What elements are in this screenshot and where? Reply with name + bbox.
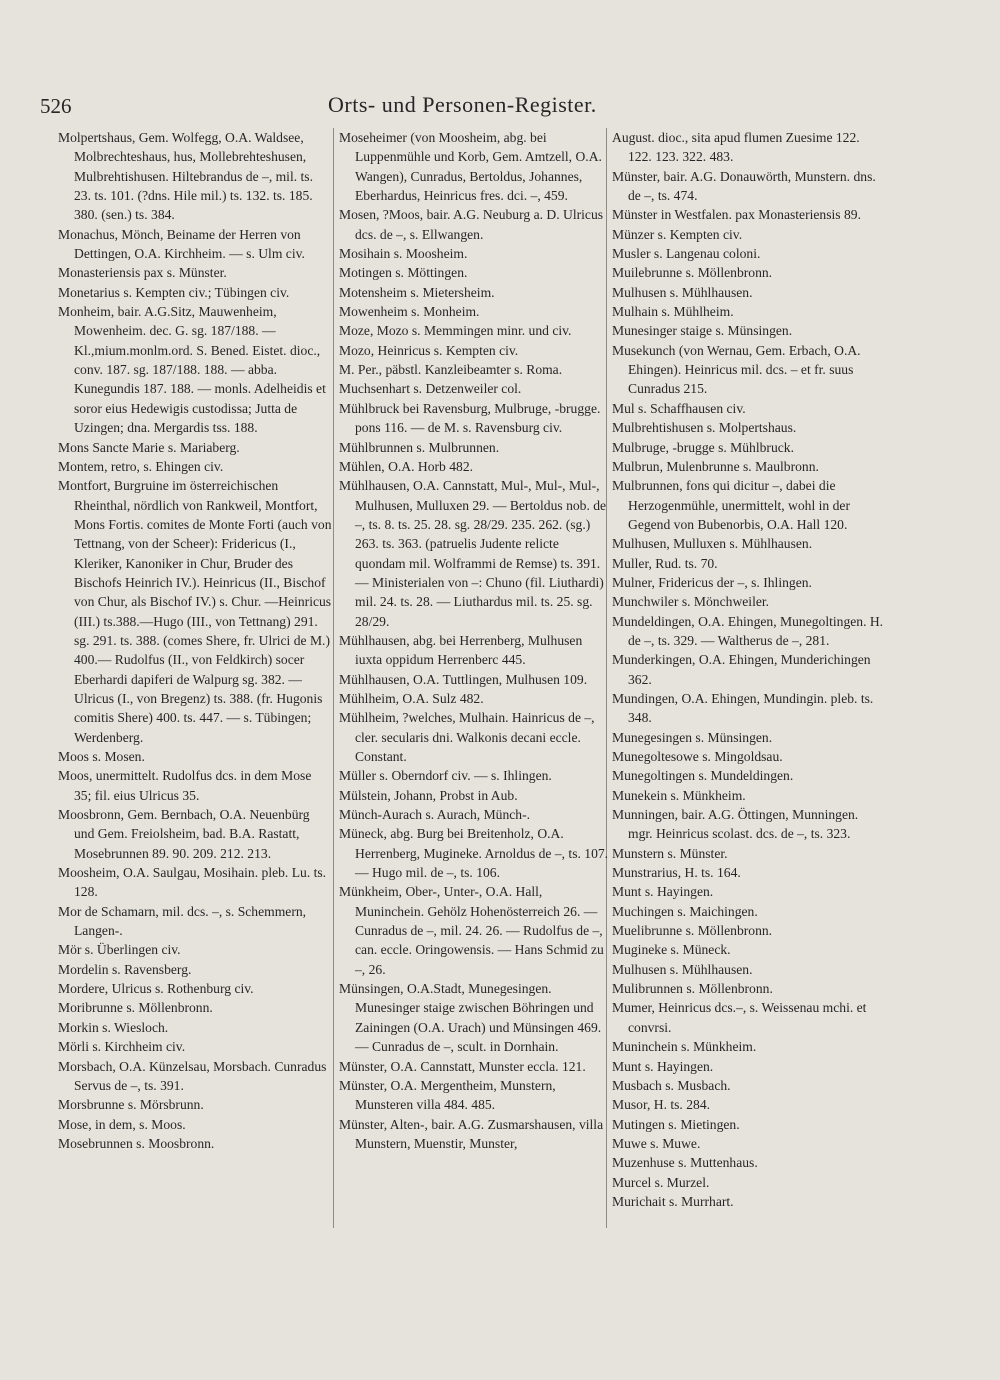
register-entry: Müneck, abg. Burg bei Breitenholz, O.A. Herrenberg, Mugineke. Arnoldus de –, ts. 107. — Hugo mil. de –, ts. 106. <box>339 826 609 881</box>
register-entry: Mühlbruck bei Ravensburg, Mulbruge, -brugge. pons 116. — de M. s. Ravensburg civ. <box>339 400 601 436</box>
register-entry: Morsbrunne s. Mörsbrunn. <box>58 1097 204 1113</box>
register-entry: Munegoltingen s. Mundeldingen. <box>612 768 794 784</box>
register-entry: Mosen, ?Moos, bair. A.G. Neuburg a. D. Ulricus dcs. de –, s. Ellwangen. <box>339 207 604 242</box>
register-entry: Monetarius s. Kempten civ.; Tübingen civ. <box>58 284 290 300</box>
register-entry: Mülstein, Johann, Probst in Aub. <box>339 787 518 803</box>
register-entry: Mulbrunnen, fons qui dicitur –, dabei die Herzogenmühle, unermittelt, wohl in der Gegend von Bubenorbis, O.A. Hall 120. <box>612 478 850 532</box>
register-entry: Mühlhausen, abg. bei Herrenberg, Mulhusen iuxta oppidum Herrenberc 445. <box>339 632 583 668</box>
register-entry: Mulibrunnen s. Möllenbronn. <box>612 981 773 997</box>
register-entry: Münsingen, O.A.Stadt, Munegesingen. Munesinger staige zwischen Böhringen und Zainingen (O.A. Urach) und Münsingen 469. — Cunradus de –, scult. in Dornhain. <box>339 981 602 1055</box>
register-entry: Munt s. Hayingen. <box>612 1058 714 1074</box>
register-entry: Mör s. Überlingen civ. <box>58 942 181 958</box>
register-entry: Montem, retro, s. Ehingen civ. <box>58 458 224 474</box>
register-entry: Mühlhausen, O.A. Cannstatt, Mul-, Mul-, Mul-, Mulhusen, Mulluxen 29. — Bertoldus nob. de –, ts. 8. ts. 25. 28. sg. 28/29. 235. 262. (sg.) 263. ts. 363. (patruelis Judente relicte quondam mil. Wolframmi de Remse) ts. 391. — Ministerialen von –: Chuno (fil. Liuthardi) mil. 24. ts. 28. — Liuthardus mil. ts. 25. sg. 28/29. <box>339 478 607 629</box>
register-entry: Mosihain s. Moosheim. <box>339 246 468 262</box>
register-entry: Munegesingen s. Münsingen. <box>612 729 773 745</box>
register-entry: Münster, bair. A.G. Donauwörth, Munstern. dns. de –, ts. 474. <box>612 168 876 204</box>
register-entry: Mulbrehtishusen s. Molpertshaus. <box>612 420 797 436</box>
register-entry: Moos, unermittelt. Rudolfus dcs. in dem Mose 35; fil. eius Ulricus 35. <box>58 768 312 803</box>
register-entry: Muchsenhart s. Detzenweiler col. <box>339 381 522 397</box>
register-entry: Moosheim, O.A. Saulgau, Mosihain. pleb. Lu. ts. 128. <box>58 865 327 900</box>
register-column-1 <box>58 128 332 1153</box>
register-entry: Moos s. Mosen. <box>58 749 145 764</box>
page-number: 526 <box>40 94 72 118</box>
register-entry: Mulhusen s. Mühlhausen. <box>612 284 753 300</box>
register-entry: Mosebrunnen s. Moosbronn. <box>58 1135 215 1151</box>
register-entry: Musor, H. ts. 284. <box>612 1097 711 1113</box>
register-entry: Motensheim s. Mietersheim. <box>339 284 495 300</box>
register-entry: Muller, Rud. ts. 70. <box>612 555 718 571</box>
register-entry: Mons Sancte Marie s. Mariaberg. <box>58 439 240 455</box>
register-entry: Montfort, Burgruine im österreichischen Rheinthal, nördlich von Rankweil, Montfort, Mons Fortis. comites de Monte Forti (auch von Tettnang, von der Scheer): Fridericus (I., Kleriker, Kanoniker in Chur, Bruder des Bischofs Heinrich IV.). Heinricus (II., Bischof von Chur, als Bischof IV.) s. Chur. —Heinricus (III.) ts.388.—Hugo (III., von Tettnang) 291. sg. 291. ts. 388. (comes Shere, fr. Ulrici de M.) 400.— Rudolfus (II., von Feldkirch) socer Eberhardi dapiferi de Walpurg sg. 382. — Ulricus (I., von Bregenz) ts. 388. (fr. Hugonis comitis Shere) 400. ts. 447. — s. Tübingen; Werdenberg. <box>58 478 332 745</box>
register-entry: Mühlbrunnen s. Mulbrunnen. <box>339 439 500 455</box>
column-divider <box>333 128 334 1228</box>
register-entry: Munstrarius, H. ts. 164. <box>612 865 741 881</box>
register-entry: Mulhusen s. Mühlhausen. <box>612 961 753 977</box>
register-entry: Münzer s. Kempten civ. <box>612 226 743 242</box>
register-entry: Mulbrun, Mulenbrunne s. Maulbronn. <box>612 458 819 474</box>
register-entry: Munstern s. Münster. <box>612 845 728 861</box>
register-entry: Mühlen, O.A. Horb 482. <box>339 458 474 474</box>
register-entry: Moribrunne s. Möllenbronn. <box>58 1000 213 1016</box>
register-entry: August. dioc., sita apud flumen Zuesime 122. 122. 123. 322. 483. <box>612 130 860 165</box>
register-entry: Monasteriensis pax s. Münster. <box>58 265 227 281</box>
register-entry: Mugineke s. Müneck. <box>612 942 731 958</box>
register-entry: Morkin s. Wiesloch. <box>58 1019 169 1035</box>
register-entry: Munchwiler s. Mönchweiler. <box>612 594 770 610</box>
register-entry: Münster in Westfalen. pax Monasteriensis 89. <box>612 207 861 223</box>
register-entry: Muwe s. Muwe. <box>612 1135 701 1151</box>
register-entry: Münkheim, Ober-, Unter-, O.A. Hall, Muninchein. Gehölz Hohenösterreich 26. — Cunradus de –, mil. 24. 26. — Rudolfus de –, can. eccle. Oringowensis. — Hans Schmid zu –, 26. <box>339 884 604 977</box>
register-entry: Monheim, bair. A.G.Sitz, Mauwenheim, Mowenheim. dec. G. sg. 187/188. — Kl.,mium.monlm.ord. S. Bened. Eistet. dioc., conv. 187. sg. 187/188. 188. — abba. Kunegundis 187. 188. — monls. Adelheidis et soror eius Hedewigis custodissa; Jutta de Uzingen; dna. Mergardis tss. 188. <box>58 304 326 436</box>
register-entry: Molpertshaus, Gem. Wolfegg, O.A. Waldsee, Molbrechteshaus, hus, Mollebrehteshusen, Mulbrehtishusen. Hiltebrandus de –, mil. ts. 23. ts. 101. (?dns. Hile mil.) ts. 132. ts. 185. 380. (sen.) ts. 384. <box>58 130 313 223</box>
register-entry: Muninchein s. Münkheim. <box>612 1039 757 1055</box>
register-entry: Munegoltesowe s. Mingoldsau. <box>612 749 783 764</box>
register-entry: Mühlheim, ?welches, Mulhain. Hainricus de –, cler. secularis dni. Walkonis decani eccle. Constant. <box>339 710 595 764</box>
register-entry: Mörli s. Kirchheim civ. <box>58 1039 186 1055</box>
register-entry: Münster, Alten-, bair. A.G. Zusmarshausen, villa Munstern, Muenstir, Munster, <box>339 1116 604 1151</box>
register-entry: Mühlheim, O.A. Sulz 482. <box>339 690 484 706</box>
register-entry: Musekunch (von Wernau, Gem. Erbach, O.A. Ehingen). Heinricus mil. dcs. – et fr. suus Cunradus 215. <box>612 342 861 397</box>
register-entry: Mulhain s. Mühlheim. <box>612 304 734 320</box>
register-entry: Motingen s. Möttingen. <box>339 265 468 281</box>
register-entry: Murichait s. Murrhart. <box>612 1193 734 1209</box>
register-entry: Mulner, Fridericus der –, s. Ihlingen. <box>612 574 812 590</box>
register-column-2 <box>339 128 611 1153</box>
register-entry: Mul s. Schaffhausen civ. <box>612 400 746 416</box>
register-entry: Murcel s. Murzel. <box>612 1174 710 1190</box>
register-entry: Mozo, Heinricus s. Kempten civ. <box>339 342 519 358</box>
register-entry: Münster, O.A. Cannstatt, Munster eccla. 121. <box>339 1058 586 1074</box>
register-entry: Muilebrunne s. Möllenbronn. <box>612 265 773 281</box>
register-entry: Munt s. Hayingen. <box>612 884 714 900</box>
register-entry: Muchingen s. Maichingen. <box>612 903 758 919</box>
register-entry: Muzenhuse s. Muttenhaus. <box>612 1155 758 1171</box>
register-entry: Moosbronn, Gem. Bernbach, O.A. Neuenbürg und Gem. Freiolsheim, bad. B.A. Rastatt, Mosebrunnen 89. 90. 209. 212. 213. <box>58 807 310 861</box>
register-entry: Moseheimer (von Moosheim, abg. bei Luppenmühle und Korb, Gem. Amtzell, O.A. Wangen), Cunradus, Bertoldus, Johannes, Eberhardus, Heinricus fres. dci. –, 459. <box>339 130 602 204</box>
register-entry: Müller s. Oberndorf civ. — s. Ihlingen. <box>339 768 552 784</box>
register-entry: Munderkingen, O.A. Ehingen, Munderichingen 362. <box>612 652 871 687</box>
register-entry: Mulhusen, Mulluxen s. Mühlhausen. <box>612 536 813 552</box>
register-entry: Mundeldingen, O.A. Ehingen, Munegoltingen. H. de –, ts. 329. — Waltherus de –, 281. <box>612 613 884 648</box>
register-entry: Mor de Schamarn, mil. dcs. –, s. Schemmern, Langen-. <box>58 903 307 939</box>
register-entry: Musbach s. Musbach. <box>612 1077 731 1093</box>
register-entry: Munekein s. Münkheim. <box>612 787 746 803</box>
register-entry: Morsbach, O.A. Künzelsau, Morsbach. Cunradus Servus de –, ts. 391. <box>58 1058 327 1093</box>
register-entry: Mordere, Ulricus s. Rothenburg civ. <box>58 981 254 997</box>
register-entry: Mutingen s. Mietingen. <box>612 1116 740 1132</box>
register-entry: Moze, Mozo s. Memmingen minr. und civ. <box>339 323 572 339</box>
register-entry: Muelibrunne s. Möllenbronn. <box>612 923 773 939</box>
register-entry: Mühlhausen, O.A. Tuttlingen, Mulhusen 109. <box>339 671 588 687</box>
register-entry: Mulbruge, -brugge s. Mühlbruck. <box>612 439 794 455</box>
register-entry: Mundingen, O.A. Ehingen, Mundingin. pleb. ts. 348. <box>612 690 874 726</box>
register-entry: Mordelin s. Ravensberg. <box>58 961 192 977</box>
register-entry: Mowenheim s. Monheim. <box>339 304 480 320</box>
register-entry: Munesinger staige s. Münsingen. <box>612 323 793 339</box>
register-entry: Münch-Aurach s. Aurach, Münch-. <box>339 807 531 823</box>
register-entry: M. Per., päbstl. Kanzleibeamter s. Roma. <box>339 362 563 378</box>
register-entry: Münster, O.A. Mergentheim, Munstern, Munsteren villa 484. 485. <box>339 1077 556 1113</box>
register-column-3 <box>612 128 884 1211</box>
register-entry: Mumer, Heinricus dcs.–, s. Weissenau mchi. et convrsi. <box>612 1000 867 1035</box>
register-entry: Munningen, bair. A.G. Öttingen, Munningen. mgr. Heinricus scolast. dcs. de –, ts. 323. <box>612 807 859 842</box>
register-entry: Musler s. Langenau coloni. <box>612 246 761 262</box>
page-title: Orts- und Personen-Register. <box>328 92 597 117</box>
register-entry: Mose, in dem, s. Moos. <box>58 1116 186 1132</box>
register-entry: Monachus, Mönch, Beiname der Herren von Dettingen, O.A. Kirchheim. — s. Ulm civ. <box>58 226 305 262</box>
